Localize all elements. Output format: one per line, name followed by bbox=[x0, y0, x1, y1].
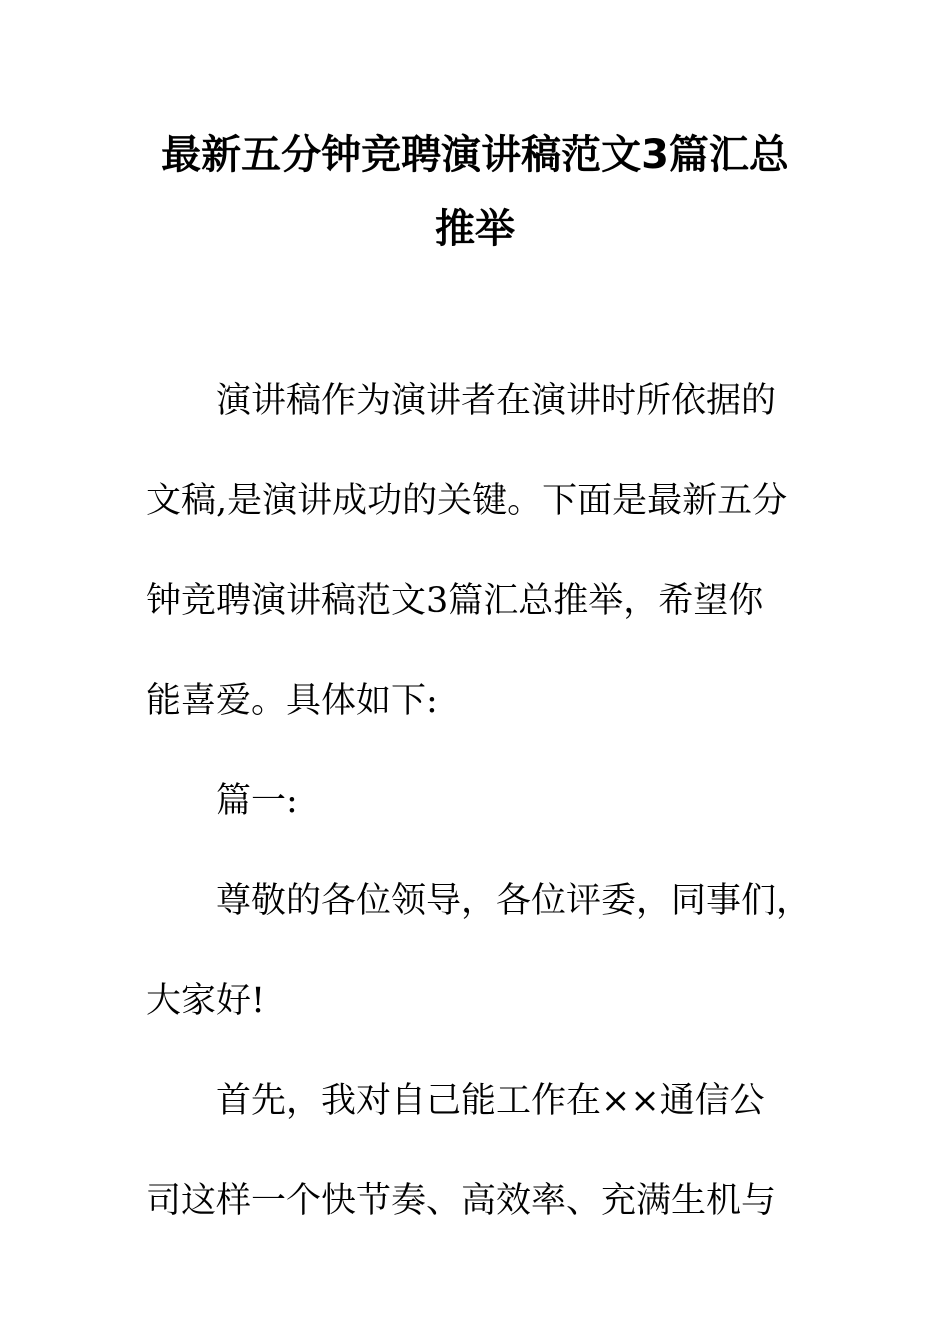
paragraph-line: 文稿,是演讲成功的关键。下面是最新五分 bbox=[146, 481, 788, 521]
paragraph-line: 钟竞聘演讲稿范文3篇汇总推举，希望你 bbox=[146, 581, 764, 621]
paragraph-line: 尊敬的各位领导，各位评委，同事们， bbox=[216, 881, 812, 921]
paragraph-line: 演讲稿作为演讲者在演讲时所依据的 bbox=[216, 381, 777, 421]
paragraph-line: 首先，我对自己能工作在××通信公 bbox=[216, 1081, 765, 1121]
document-title-line-1: 最新五分钟竞聘演讲稿范文3篇汇总 bbox=[161, 132, 789, 178]
paragraph-line: 能喜爱。具体如下: bbox=[146, 681, 438, 721]
section-heading: 篇一: bbox=[216, 781, 298, 821]
paragraph-line: 大家好! bbox=[146, 981, 266, 1021]
document-title-line-2: 推举 bbox=[435, 206, 515, 252]
paragraph-line: 司这样一个快节奏、高效率、充满生机与 bbox=[146, 1181, 777, 1221]
